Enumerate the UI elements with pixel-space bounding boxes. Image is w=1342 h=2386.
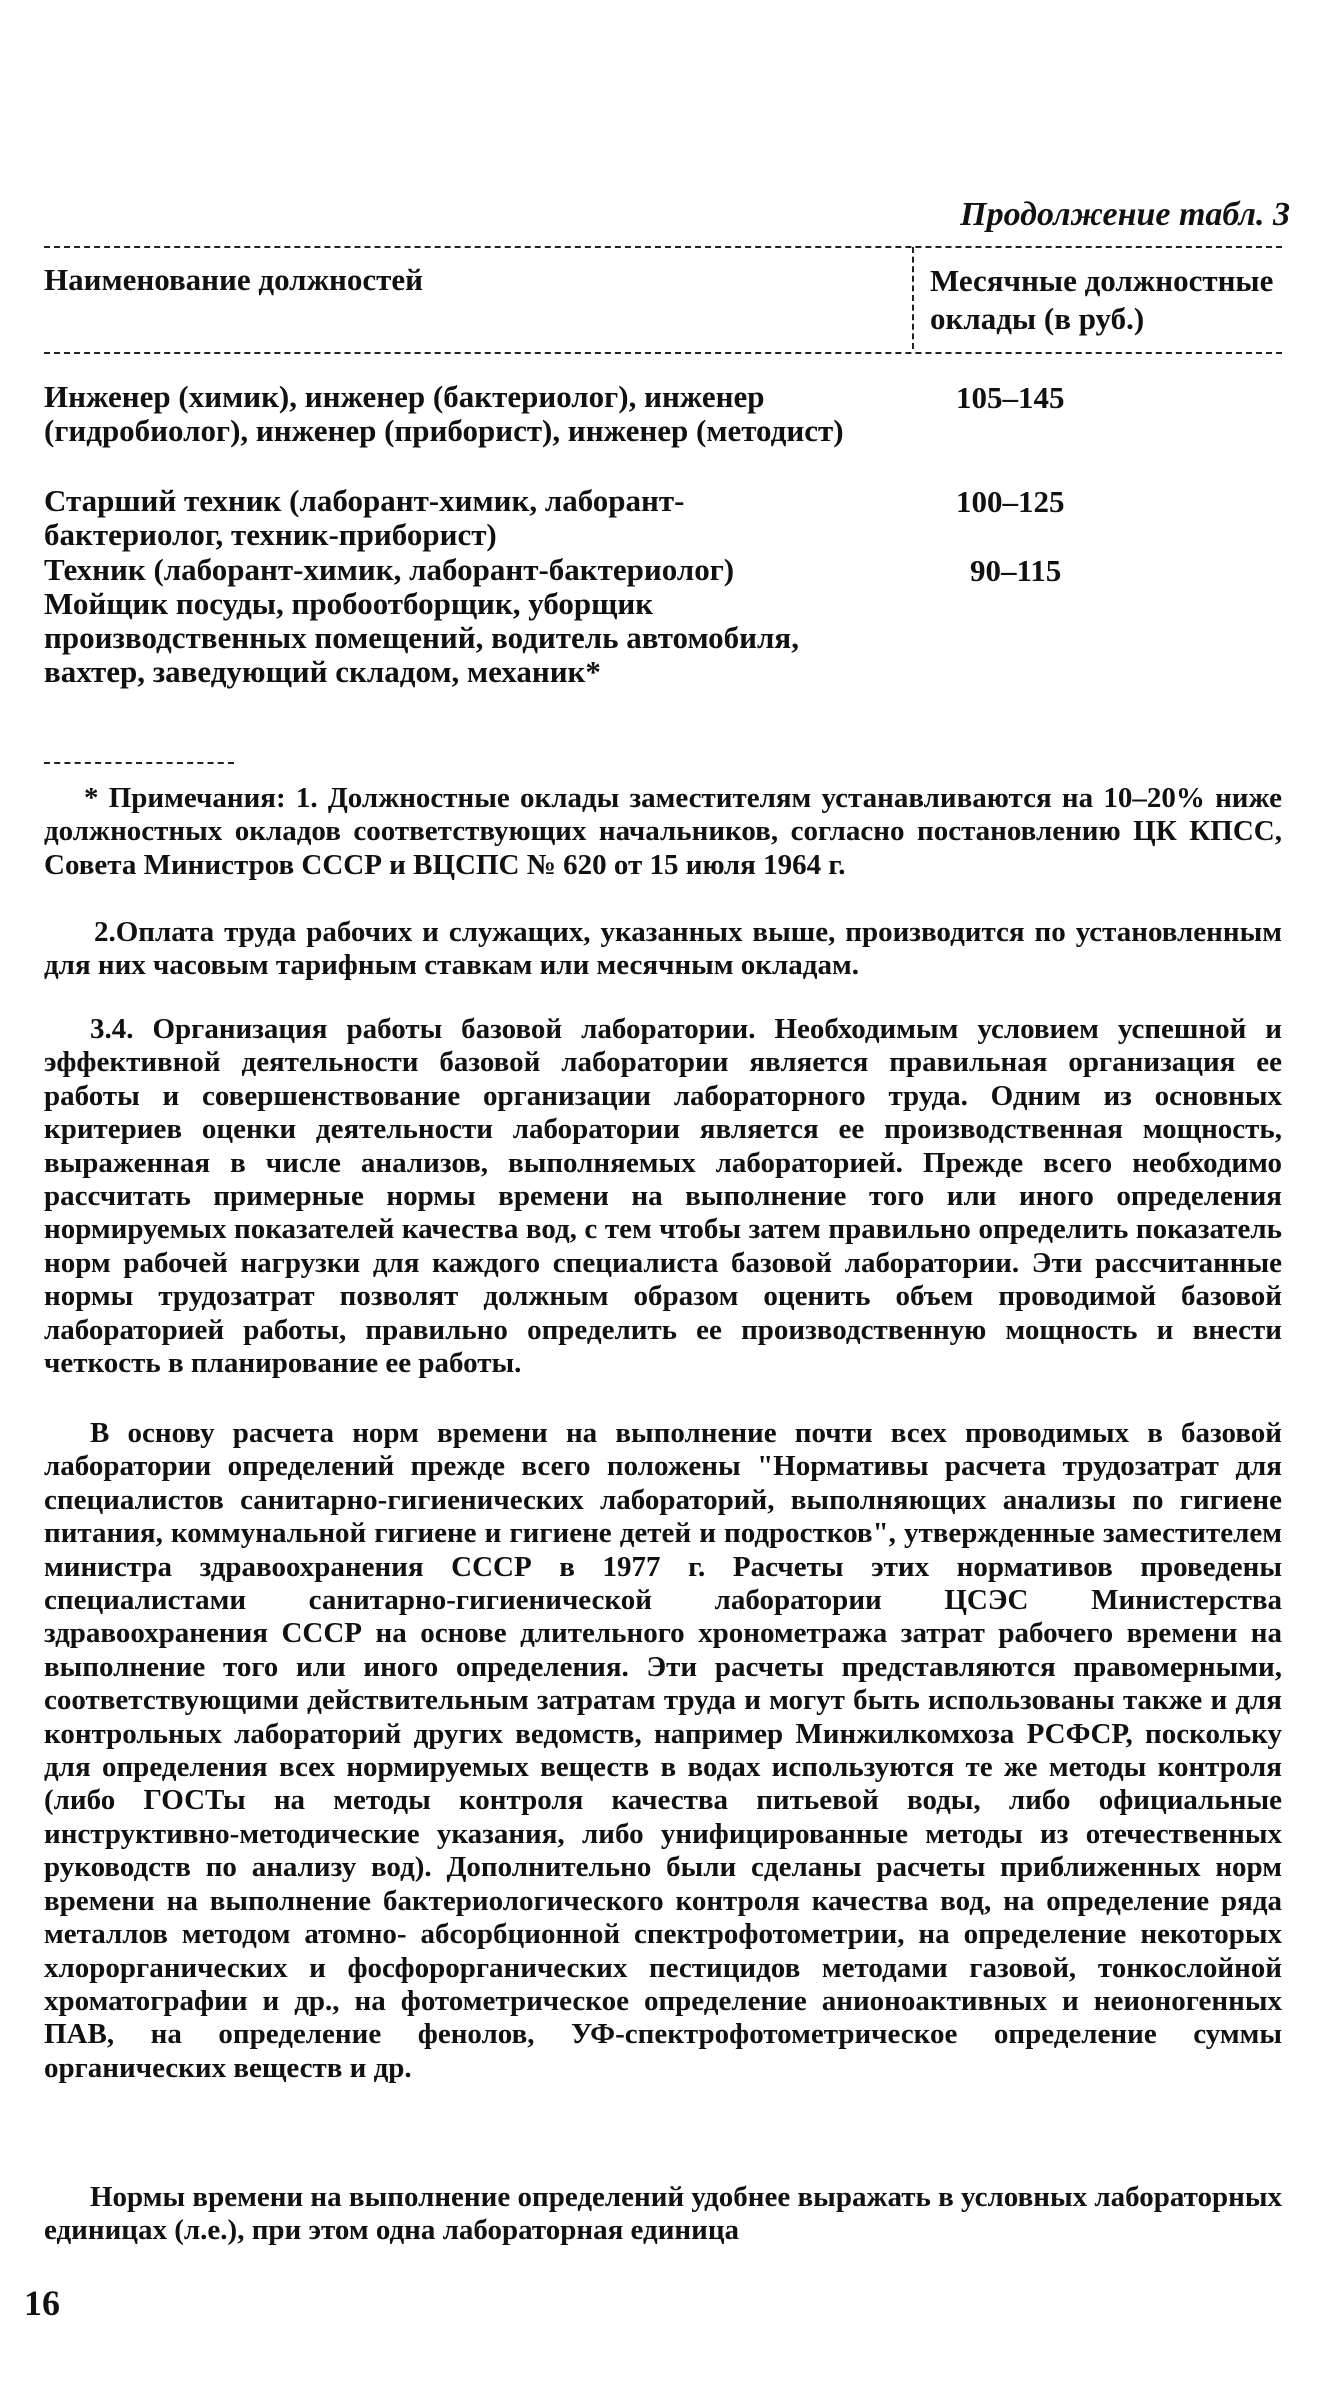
table-row-position: Техник (лаборант-химик, лаборант-бактериолог)	[44, 552, 735, 587]
footnote-1: * Примечания: 1. Должностные оклады заместителям устанавливаются на 10–20% ниже должностных окладов соответствующих начальников, согласно постановлению ЦК КПСС, Совета Министров СССР и ВЦСПС № 620 от 15 июля 1964 г.	[44, 782, 1282, 881]
section-heading: 3.4. Организация работы базовой лаборатории.	[90, 1013, 756, 1045]
table-row-position: Инженер (химик), инженер (бактериолог), инженер (гидробиолог), инженер (приборист), инженер (методист)	[44, 379, 844, 448]
table-caption: Продолжение табл. 3	[960, 196, 1290, 233]
section-paragraph-1	[44, 1013, 1282, 1380]
section-paragraph-3: Нормы времени на выполнение определений удобнее выражать в условных лабораторных единицах (л.е.), при этом одна лабораторная единица	[44, 2181, 1282, 2247]
page-number: 16	[24, 2283, 60, 2323]
table-top-rule	[44, 246, 1282, 248]
table-row-salary: 105–145	[956, 380, 1065, 415]
section-text: Необходимым условием успешной и эффективной деятельности базовой лаборатории является правильная организация ее работы и совершенствование организации лабораторного труда. Одним из основных критериев оценки деятельности лаборатории является ее производственная мощность, выраженная в числе анализов, выполняемых лабораторией. Прежде всего необходимо рассчитать примерные нормы времени на выполнение того или иного определения нормируемых показателей качества вод, с тем чтобы затем правильно определить показатель норм рабочей нагрузки для каждого специалиста базовой лаборатории. Эти рассчитанные нормы трудозатрат позволят должным образом оценить объем проводимой базовой лабораторией работы, правильно определить ее производственную мощность и внести четкость в планирование ее работы.	[44, 1013, 1282, 1380]
table-row-salary: 100–125	[956, 484, 1065, 519]
table-row-position: Старший техник (лаборант-химик, лаборант-бактериолог, техник-приборист)	[44, 483, 685, 552]
column-header-positions: Наименование должностей	[44, 262, 424, 297]
section-paragraph-2: В основу расчета норм времени на выполнение почти всех проводимых в базовой лаборатории определений прежде всего положены "Нормативы расчета трудозатрат для специалистов санитарно-гигиенических лабораторий, выполняющих анализы по гигиене питания, коммунальной гигиене и гигиене детей и подростков", утвержденные заместителем министра здравоохранения СССР в 1977 г. Расчеты этих нормативов проведены специалистами санитарно-гигиенической лаборатории ЦСЭС Министерства здравоохранения СССР на основе длительного хронометража затрат рабочего времени на выполнение того или иного определения. Эти расчеты представляются правомерными, соответствующими действительным затратам труда и могут быть использованы также и для контрольных лабораторий других ведомств, например Минжилкомхоза РСФСР, поскольку для определения всех нормируемых веществ в водах используются те же методы контроля (либо ГОСТы на методы контроля качества питьевой воды, либо официальные инструктивно-методические указания, либо унифицированные методы из отечественных руководств по анализу вод). Дополнительно были сделаны расчеты приближенных норм времени на выполнение бактериологического контроля качества вод, на определение ряда металлов методом атомно- абсорбционной спектрофотометрии, на определение некоторых хлорорганических и фосфорорганических пестицидов методами газовой, тонкослойной хроматографии и др., на фотометрическое определение анионоактивных и неионогенных ПАВ, на определение фенолов, УФ-спектрофотометрическое определение суммы органических веществ и др.	[44, 1417, 1282, 2084]
table-row-position: Мойщик посуды, пробоотборщик, уборщик производственных помещений, водитель автомобиля, вахтер, заведующий складом, механик*	[44, 586, 799, 689]
table-row-salary: 90–115	[970, 553, 1062, 588]
table-column-divider	[912, 247, 914, 349]
footnote-2: 2.Оплата труда рабочих и служащих, указанных выше, производится по установленным для них часовым тарифным ставкам или месячным окладам.	[44, 916, 1282, 982]
footnote-separator	[44, 762, 234, 764]
table-header-rule	[44, 352, 1282, 354]
column-header-salaries: Месячные должностные оклады (в руб.)	[930, 263, 1274, 336]
